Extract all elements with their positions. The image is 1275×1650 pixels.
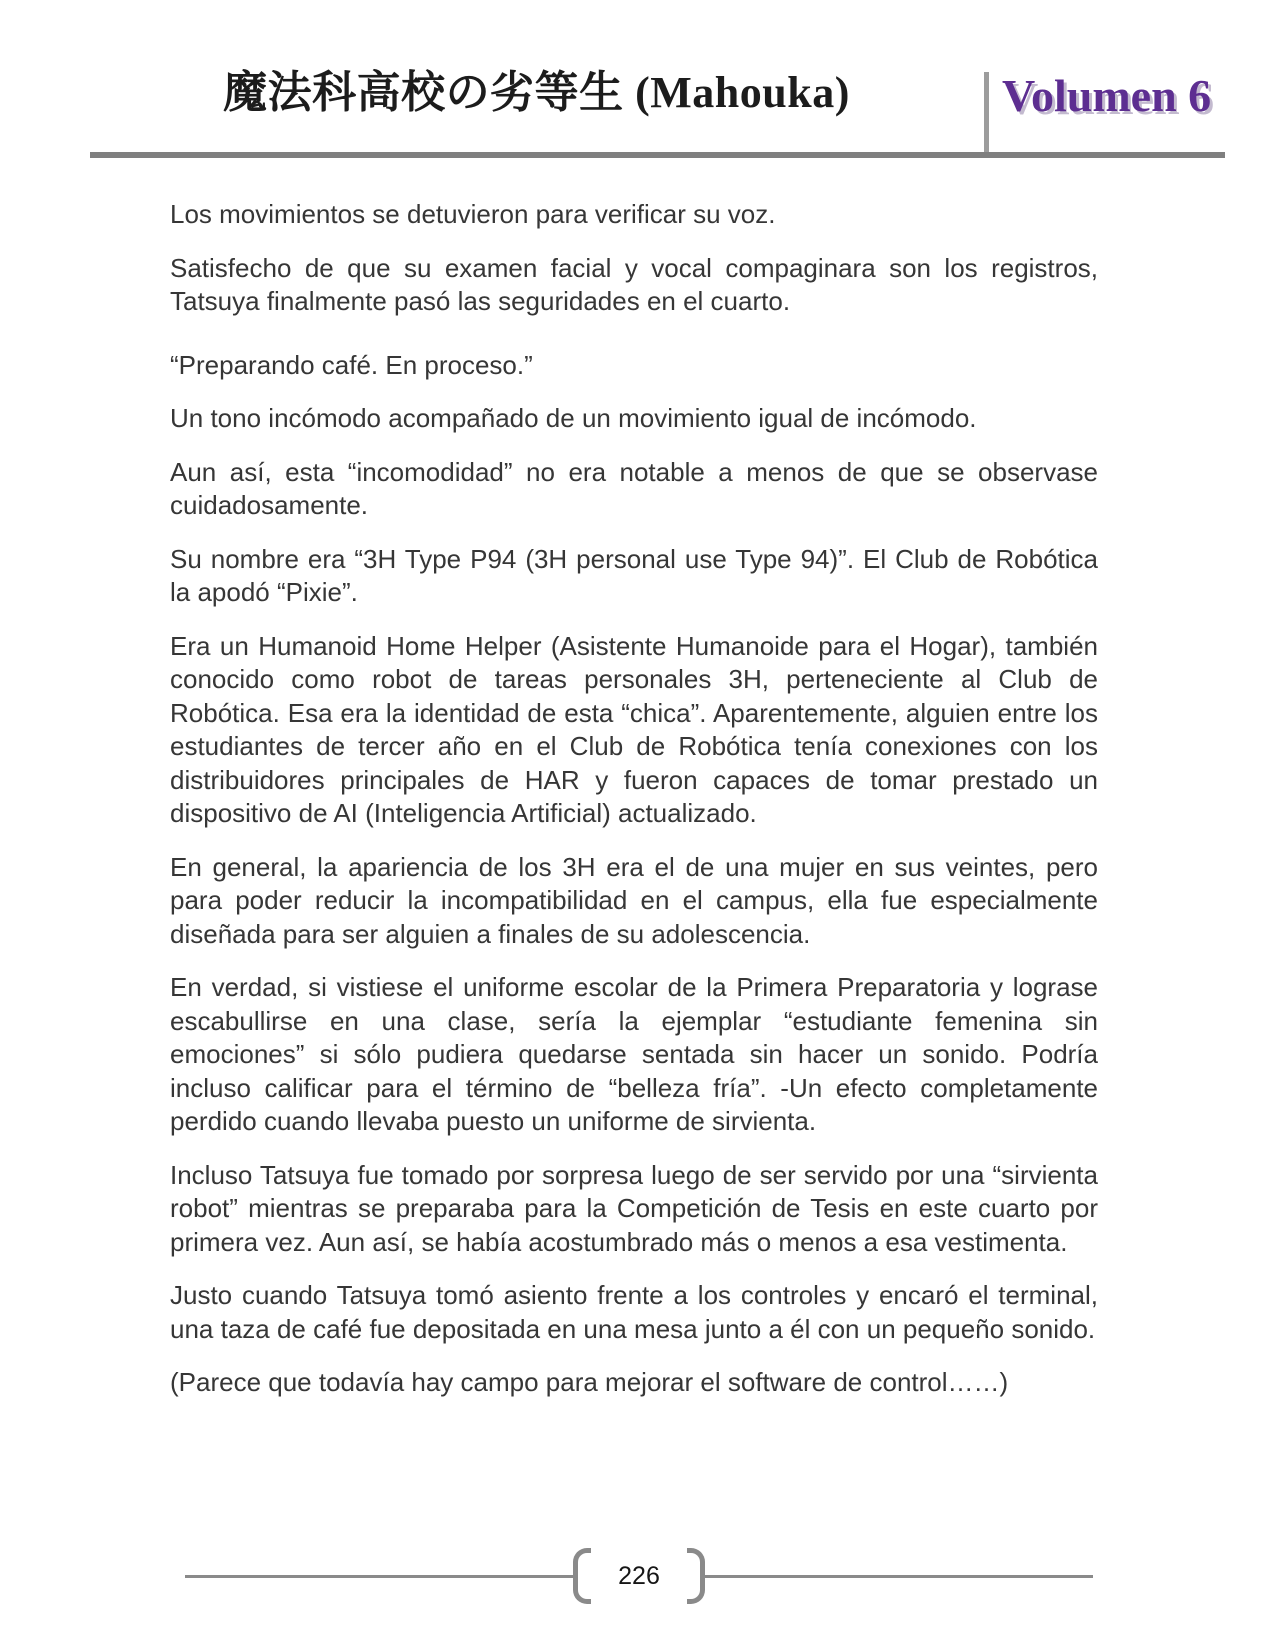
volume-label: Volumen 6 bbox=[1002, 70, 1212, 121]
paragraph: Los movimientos se detuvieron para verificar su voz. bbox=[170, 199, 776, 229]
header-divider bbox=[984, 72, 989, 152]
header-rule bbox=[90, 152, 1225, 158]
paragraph: “Preparando café. En proceso.” bbox=[170, 349, 533, 380]
footer-line-right bbox=[705, 1575, 1093, 1578]
paragraph: Satisfecho de que su examen facial y vocal compaginara son los registros, Tatsuya finalmente pasó las seguridades en el cuarto. bbox=[170, 252, 1098, 316]
paragraph: Era un Humanoid Home Helper (Asistente Humanoide para el Hogar), también conocido como robot de tareas personales 3H, perteneciente al Club de Robótica. Esa era la identidad de esta “chica”. Aparentemente, alguien entre los estudiantes de tercer año en el Club de Robótica tenía conexiones con los distribuidores principales de HAR y fueron capaces de tomar prestado un dispositivo de AI (Inteligencia Artificial) actualizado. bbox=[170, 630, 1098, 828]
page-number-bracket-right-icon bbox=[687, 1548, 705, 1604]
paragraph: En verdad, si vistiese el uniforme escolar de la Primera Preparatoria y lograse escabullirse en una clase, sería la ejemplar “estudiante femenina sin emociones” si sólo pudiera quedarse sentada sin hacer un sonido. Podría incluso calificar para el término de “belleza fría”. -Un efecto completamente perdido cuando llevaba puesto un uniforme de sirvienta. bbox=[170, 972, 1098, 1136]
footer-line-left bbox=[185, 1575, 573, 1578]
page-number-bracket-left-icon bbox=[573, 1548, 591, 1604]
paragraph: Incluso Tatsuya fue tomado por sorpresa luego de ser servido por una “sirvienta robot” mientras se preparaba para la Competición de Tesis en este cuarto por primera vez. Aun así, se había acostumbrado más o menos a esa vestimenta. bbox=[170, 1159, 1098, 1257]
page-footer bbox=[185, 1545, 1093, 1607]
paragraph: Su nombre era “3H Type P94 (3H personal use Type 94)”. El Club de Robótica la apodó “Pixie”. bbox=[170, 543, 1098, 607]
page-title: 魔法科高校の劣等生 (Mahouka) bbox=[223, 68, 850, 117]
page-number: 226 bbox=[618, 1562, 660, 1590]
paragraph: Un tono incómodo acompañado de un movimiento igual de incómodo. bbox=[170, 403, 977, 433]
paragraph: Aun así, esta “incomodidad” no era notable a menos de que se observase cuidadosamente. bbox=[170, 456, 1098, 520]
paragraph: (Parece que todavía hay campo para mejorar el software de control……) bbox=[170, 1367, 1009, 1397]
body-text bbox=[170, 198, 1098, 1420]
paragraph: En general, la apariencia de los 3H era el de una mujer en sus veintes, pero para poder reducir la incompatibilidad en el campus, ella fue especialmente diseñada para ser alguien a finales de su adolescencia. bbox=[170, 851, 1098, 949]
paragraph: Justo cuando Tatsuya tomó asiento frente a los controles y encaró el terminal, una taza de café fue depositada en una mesa junto a él con un pequeño sonido. bbox=[170, 1280, 1098, 1344]
